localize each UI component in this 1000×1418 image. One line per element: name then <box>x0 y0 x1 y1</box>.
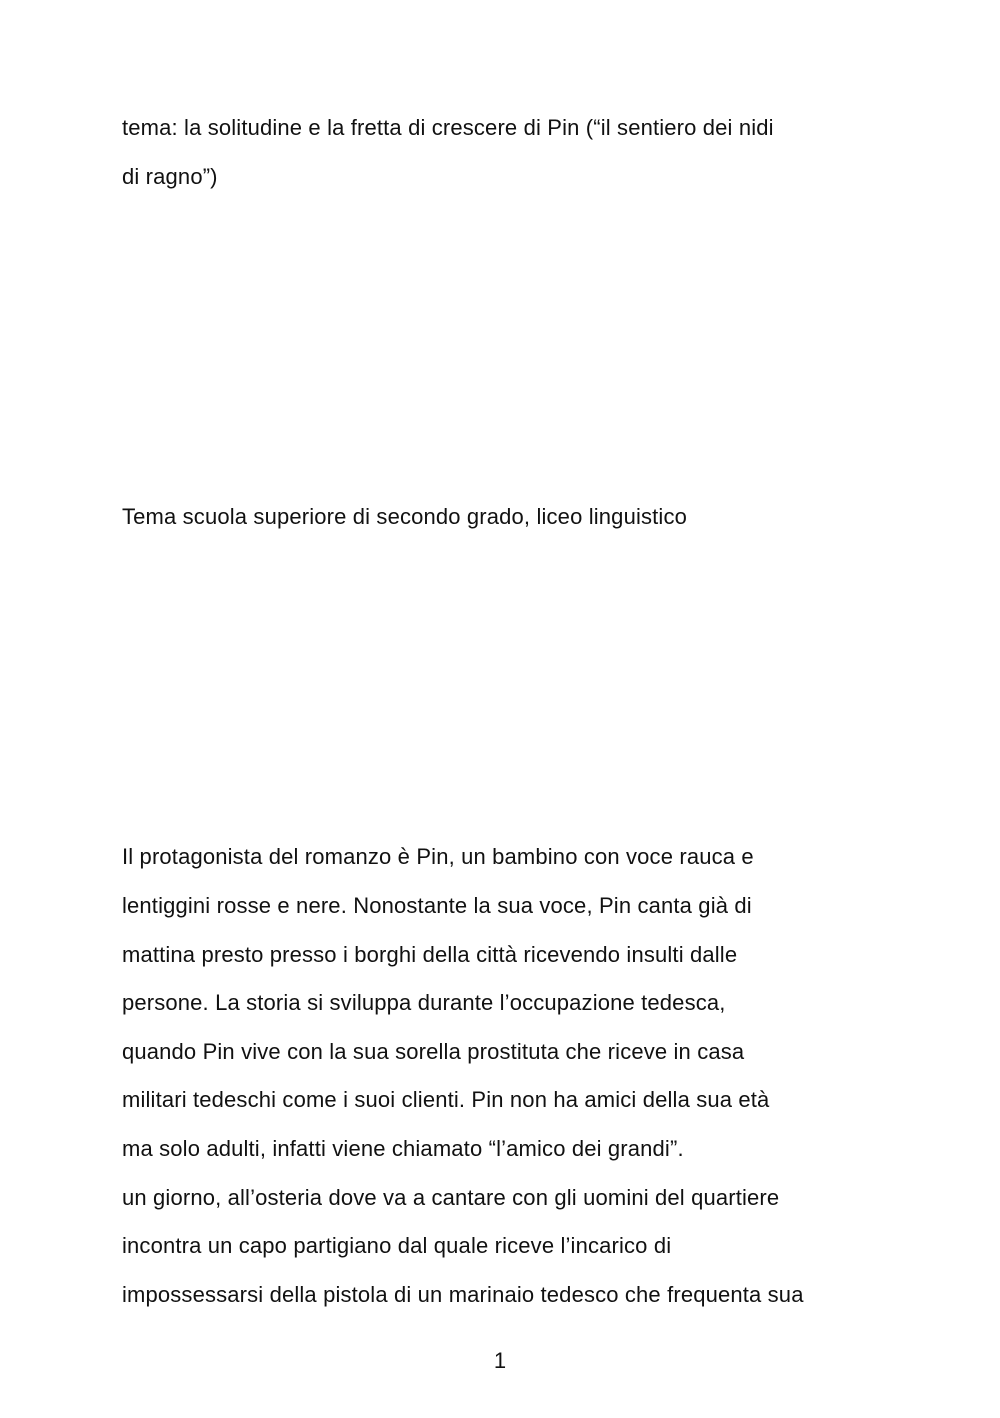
body-line: mattina presto presso i borghi della città ricevendo insulti dalle <box>122 942 738 967</box>
body-line: Il protagonista del romanzo è Pin, un bambino con voce rauca e <box>122 844 754 869</box>
body-line: ma solo adulti, infatti viene chiamato “l’amico dei grandi”. <box>122 1136 684 1161</box>
body-line: lentiggini rosse e nere. Nonostante la sua voce, Pin canta già di <box>122 893 752 918</box>
body-line: incontra un capo partigiano dal quale riceve l’incarico di <box>122 1233 672 1258</box>
title-line-2: di ragno”) <box>122 164 218 189</box>
body-line: un giorno, all’osteria dove va a cantare con gli uomini del quartiere <box>122 1185 780 1210</box>
body-line: militari tedeschi come i suoi clienti. Pin non ha amici della sua età <box>122 1087 770 1112</box>
body-line: impossessarsi della pistola di un marinaio tedesco che frequenta sua <box>122 1282 804 1307</box>
title-line-1: tema: la solitudine e la fretta di crescere di Pin (“il sentiero dei nidi <box>122 115 774 140</box>
subtitle: Tema scuola superiore di secondo grado, liceo linguistico <box>122 504 687 529</box>
body-line: persone. La storia si sviluppa durante l’occupazione tedesca, <box>122 990 726 1015</box>
body-line: quando Pin vive con la sua sorella prostituta che riceve in casa <box>122 1039 745 1064</box>
page-number: 1 <box>493 1348 507 1373</box>
